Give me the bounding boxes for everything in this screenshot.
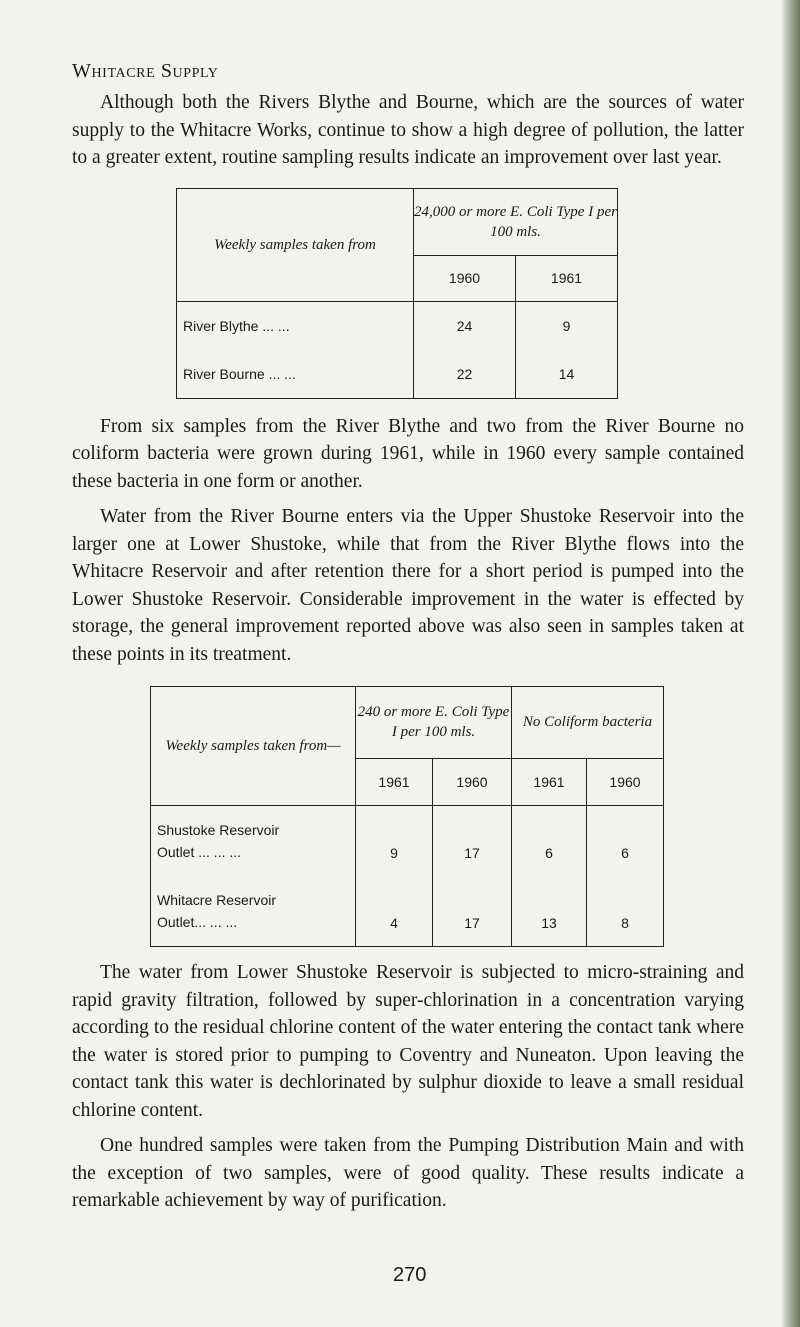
paragraph-4: The water from Lower Shustoke Reservoir is subjected to micro-straining and rapid gravity filtration, followed by super-chlorination in a concentration varying according to the residual chlorine content of the water entering the contact tank where the water is stored prior to pumping to Coventry and Nuneaton. Upon leaving the contact tank this water is dechlorinated by sulphur dioxide to leave a small residual chlorine content.	[72, 962, 744, 1121]
table-row	[177, 350, 618, 399]
table-row	[151, 806, 664, 877]
table2-row-label-line2: Outlet ... ... ...	[157, 844, 242, 860]
table2-cell: 6	[512, 806, 587, 877]
table1-col-header: Weekly samples taken from	[177, 188, 414, 301]
paragraph-2: From six samples from the River Blythe and two from the River Bourne no coliform bacteria were grown during 1961, while in 1960 every sample contained these bacteria in one form or another.	[72, 415, 744, 492]
table1-row-label: River Blythe ... ...	[177, 301, 414, 350]
table2-col-header: Weekly samples taken from—	[151, 687, 356, 806]
table2-year-header: 1961	[512, 758, 587, 805]
table2-cell: 13	[512, 876, 587, 947]
table2-year-header: 1961	[356, 758, 433, 805]
reservoir-samples-table	[150, 686, 664, 947]
table2-year-header: 1960	[587, 758, 664, 805]
page-number: 270	[393, 1264, 427, 1286]
table2-cell: 8	[587, 876, 664, 947]
table2-group2-header: No Coliform bacteria	[512, 687, 664, 759]
table2-year-header: 1960	[433, 758, 512, 805]
table2-row-label	[151, 876, 356, 947]
table1-cell: 24	[414, 301, 516, 350]
river-samples-table	[176, 188, 618, 399]
table2-group1-header: 240 or more E. Coli Type I per 100 mls.	[356, 687, 512, 759]
table1-year-header: 1961	[516, 256, 618, 301]
table1-cell: 14	[516, 350, 618, 399]
paragraph-5: One hundred samples were taken from the Pumping Distribution Main and with the exception of two samples, were of good quality. These results indicate a remarkable achievement by way of purification.	[72, 1135, 744, 1211]
table2-cell: 17	[433, 806, 512, 877]
table2-cell: 17	[433, 876, 512, 947]
page-edge-shadow	[782, 0, 800, 1327]
table2-row-label-line1: Whitacre Reservoir	[157, 892, 277, 908]
paragraph-1: Although both the Rivers Blythe and Bourne, which are the sources of water supply to the Whitacre Works, continue to show a high degree of pollution, the latter to a greater extent, routine sampling results indicate an improvement over last year.	[72, 92, 744, 168]
paragraph-3: Water from the River Bourne enters via the Upper Shustoke Reservoir into the larger one at Lower Shustoke, while that from the River Blythe flows into the Whitacre Reservoir and after retention there for a short period is pumped into the Lower Shustoke Reservoir. Considerable improvement in the water is effected by storage, the general improvement reported above was also seen in samples taken at these points in its treatment.	[72, 506, 744, 665]
table1-year-header: 1960	[414, 256, 516, 301]
table1-cell: 9	[516, 301, 618, 350]
table-row	[151, 876, 664, 947]
table2-row-label	[151, 806, 356, 877]
page-content	[72, 60, 744, 1215]
table1-row-label: River Bourne ... ...	[177, 350, 414, 399]
table2-cell: 9	[356, 806, 433, 877]
table2-cell: 6	[587, 806, 664, 877]
table-row	[177, 301, 618, 350]
table2-row-label-line2: Outlet... ... ...	[157, 914, 238, 930]
table2-cell: 4	[356, 876, 433, 947]
table1-group-header: 24,000 or more E. Coli Type I per 100 mls.	[414, 188, 618, 256]
table2-row-label-line1: Shustoke Reservoir	[157, 822, 280, 838]
section-title: Whitacre Supply	[72, 60, 219, 82]
table1-cell: 22	[414, 350, 516, 399]
